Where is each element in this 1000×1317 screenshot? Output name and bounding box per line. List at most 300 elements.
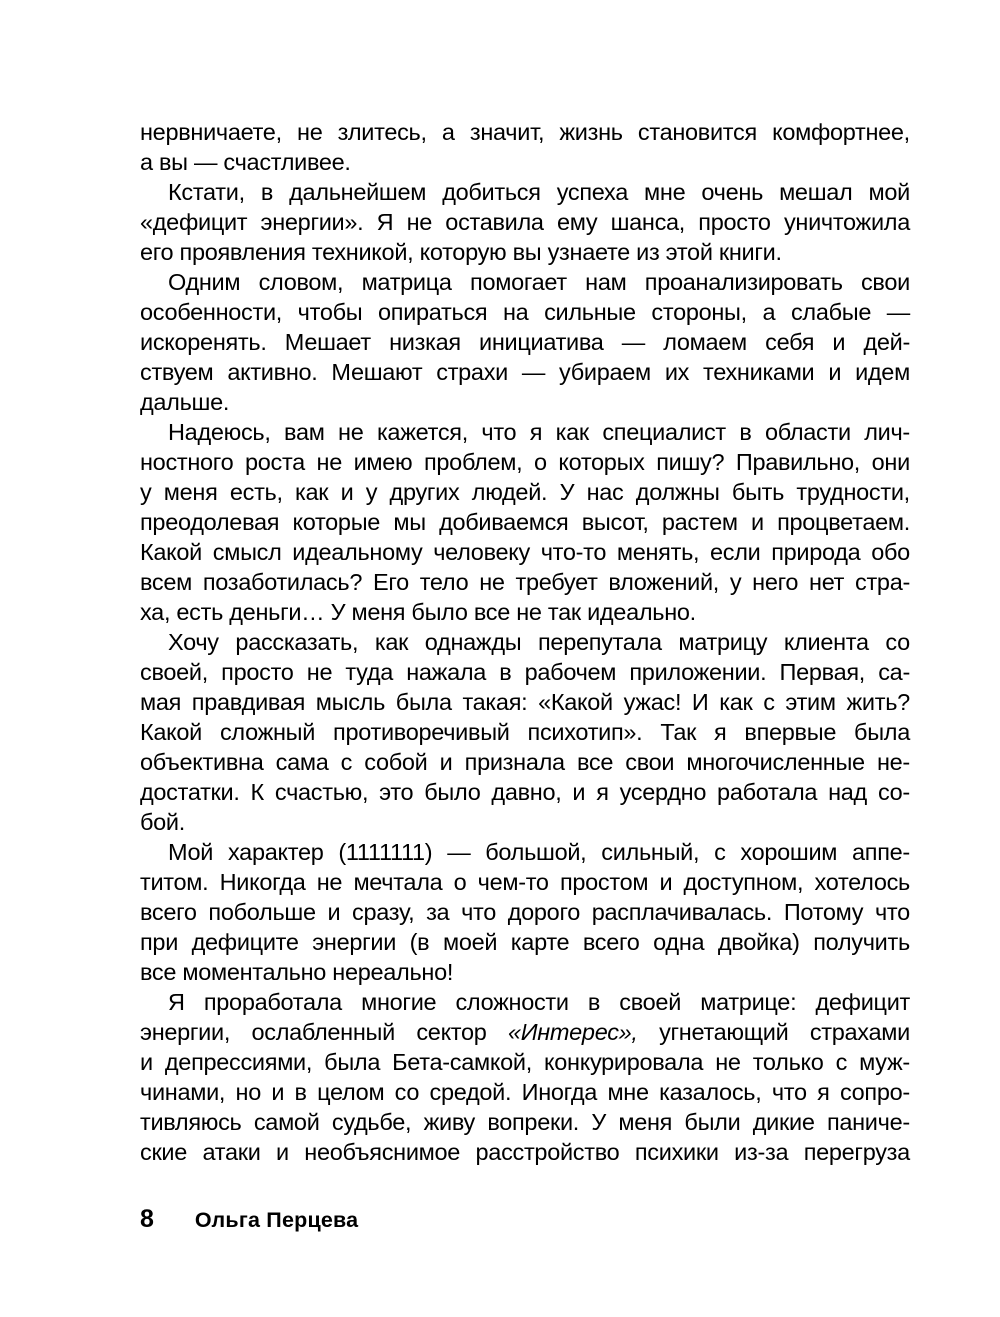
text-run: все моментально нереально! [140,959,454,985]
text-run: мечтала [353,869,443,895]
text-run: дефицит [815,989,910,1015]
text-run: ослабленный [251,1019,395,1045]
text-run: а вы — счастливее. [140,149,351,175]
text-line [140,1077,910,1107]
text-run: дикие [752,1109,815,1135]
text-run: стороны, [651,299,747,325]
text-run: добиваемся [439,509,569,535]
text-run: со [885,629,910,655]
text-run: сложности [455,989,569,1015]
text-run: Правильно, [735,449,861,475]
text-run: идеальному [292,539,423,565]
text-run: Мешает [284,329,371,355]
paragraph [140,267,910,417]
text-run: меня [163,479,218,505]
text-run: инициатива [479,329,604,355]
text-run: бой. [140,809,185,835]
text-run: сопро- [839,1079,910,1105]
text-run: сразу, [352,899,415,925]
text-run: со [394,1079,420,1105]
text-run: менять, [616,539,700,565]
text-run: трудности, [796,479,910,505]
text-run: было [424,779,481,805]
text-run: себя [765,329,815,355]
text-line [140,537,910,567]
text-run: давно, [491,779,562,805]
text-run: Надеюсь, [168,419,271,445]
text-run: всего [582,929,640,955]
text-run: искоренять. [140,329,267,355]
text-line [140,447,910,477]
text-run: его проявления техникой, которую вы узнаете из этой книги. [140,239,782,265]
text-run: — [521,359,546,385]
text-run: низкая [389,329,461,355]
text-run: в [294,1079,307,1105]
text-run: конкурировала [544,1049,704,1075]
text-run: матрице: [700,989,797,1015]
text-run: мая [140,689,182,715]
text-run: в [260,179,274,205]
text-run: угнетающий [659,1019,789,1045]
text-run: пишу? [656,449,725,475]
text-run: тело [419,569,469,595]
text-run: страхи [436,359,508,385]
text-run: меня [618,1109,673,1135]
text-line [140,867,910,897]
text-run: шанса, [610,209,686,235]
text-run: не [406,209,433,235]
text-run: все [576,749,614,775]
text-run: дефиците [191,929,299,955]
text-run: дорого [507,899,580,925]
text-run: двойка) [717,929,800,955]
text-run: с [763,689,775,715]
text-run: собой [364,749,428,775]
text-run: живу [423,1109,475,1135]
text-run: у [140,479,152,505]
text-run: кажется, [376,419,468,445]
text-run: Какой [140,539,203,565]
text-run: и [659,869,673,895]
text-run: проанализировать [644,269,843,295]
text-run: людей. [471,479,548,505]
text-run: свои [860,269,910,295]
text-run: одна [653,929,705,955]
text-run: Его [372,569,409,595]
text-run: уничтожила [783,209,910,235]
text-run: природа [771,539,861,565]
text-line [140,837,910,867]
text-run: Кстати, [168,179,245,205]
text-run: ствуем [140,359,214,385]
text-run: ужас! [623,689,682,715]
text-run: техниками [703,359,815,385]
text-run: расплачивалась. [591,899,773,925]
text-line [140,987,910,1017]
text-run: которых [558,449,645,475]
text-block [140,117,910,1167]
text-run: есть, [229,479,283,505]
text-run: и [439,749,453,775]
text-run: позаботилась? [202,569,363,595]
text-run: моей [442,929,498,955]
text-run: правдивая [191,689,306,715]
text-run: имею [353,449,413,475]
text-run: большой, [485,839,587,865]
text-line [140,777,910,807]
text-run: казалось, [659,1079,762,1105]
text-run: достатки. [140,779,240,805]
text-run: и [832,329,846,355]
text-run: мне [644,179,686,205]
text-line [140,207,910,237]
text-run: сильные [544,299,636,325]
text-run: а [762,299,776,325]
text-run: с [340,749,353,775]
text-run: что [874,899,910,925]
text-run: сложный [219,719,316,745]
text-run: у [729,569,742,595]
text-run: ские [140,1139,188,1165]
text-run: чтобы [297,299,363,325]
text-run: опираться [378,299,488,325]
text-run: очень [701,179,764,205]
text-run: хотелось [814,869,910,895]
text-run: энергии [312,929,397,955]
text-run: Бета-самкой, [392,1049,532,1075]
text-run: сильный, [601,839,700,865]
text-run: и [271,1079,285,1105]
text-run: Одним [168,269,241,295]
text-run: своей [619,989,682,1015]
text-run: однажды [424,629,522,655]
text-run: области [765,419,851,445]
text-run: И [691,689,709,715]
text-run: этим [785,689,836,715]
text-run: рабочем [524,659,617,685]
text-run: са- [878,659,910,685]
text-run: оставила [445,209,544,235]
text-run: ломаем [663,329,747,355]
text-run: что-то [540,539,607,565]
text-run: туда [345,659,394,685]
text-run: слабые [790,299,872,325]
text-run: была [324,1049,381,1075]
text-run: клиента [783,629,869,655]
text-run: нет [809,569,845,595]
text-run: титом. [140,869,209,895]
text-run: как [555,419,589,445]
text-run: я [817,1079,830,1105]
text-run: должны [635,479,720,505]
text-line [140,297,910,327]
text-run: со- [877,779,910,805]
text-run: судьбе, [331,1109,412,1135]
text-run: и [276,1139,289,1165]
text-run: Мешают [331,359,423,385]
text-run: активно. [227,359,318,385]
text-run: целом [317,1079,385,1105]
text-run: сама [275,749,329,775]
text-run: паниче- [826,1109,910,1135]
text-run: ха, есть деньги… У меня было все не так идеально. [140,599,696,625]
text-run: а [441,119,455,145]
text-run: других [389,479,460,505]
text-run: «Какой [538,689,613,715]
text-run: мешал [779,179,853,205]
text-run: убираем [559,359,651,385]
text-run: стра- [855,569,910,595]
text-run: что [461,899,496,925]
text-run: над [828,779,867,805]
text-run: своей, [140,659,208,685]
text-run: лич- [864,419,910,445]
text-run: сектор [416,1019,487,1045]
text-line [140,477,910,507]
text-run: побольше [208,899,316,925]
text-run: перепутала [538,629,662,655]
text-run: «дефицит [140,209,248,235]
text-run: о [453,869,467,895]
text-run: с [714,839,726,865]
text-line [140,1017,910,1047]
text-run: свои [625,749,675,775]
text-line [140,1047,910,1077]
paragraph [140,177,910,267]
text-run: их [664,359,690,385]
text-run: за [426,899,450,925]
text-run: нажала [406,659,487,685]
text-line [140,147,910,177]
text-run: как [719,689,753,715]
text-run: Первая, [779,659,866,685]
text-run: хорошим [740,839,838,865]
text-run: — [621,329,645,355]
text-run: Я [168,989,185,1015]
text-run: характер [228,839,324,865]
text-run: не [316,449,342,475]
text-run: проблем, [423,449,523,475]
text-run: дальнейшем [289,179,427,205]
text-run: о [533,449,547,475]
text-run: (в [409,929,430,955]
text-line [140,657,910,687]
text-run: не [338,419,364,445]
text-run: признала [464,749,565,775]
text-run: идем [855,359,910,385]
text-run: работала [717,779,818,805]
text-run: психики [634,1139,719,1165]
text-run: чем-то [477,869,549,895]
text-line [140,357,910,387]
text-line [140,747,910,777]
text-run: словом, [258,269,344,295]
text-run: — [447,839,471,865]
text-line [140,957,910,987]
text-run: всего [140,899,197,925]
text-run: нас [586,479,624,505]
text-run: «Интерес», [507,1019,638,1045]
text-run: как [295,479,329,505]
text-run: особенности, [140,299,283,325]
text-run: при [140,929,179,955]
text-run: необъяснимое [304,1139,461,1165]
text-line [140,267,910,297]
text-run: Хочу [168,629,219,655]
text-run: из-за [734,1139,789,1165]
text-run: многочисленные [686,749,865,775]
text-run: перегруза [803,1139,910,1165]
text-run: Никогда [219,869,306,895]
text-run: дальше. [140,389,230,415]
text-run: не [715,1049,741,1075]
text-run: как [374,629,409,655]
text-run: доступном, [683,869,804,895]
text-run: расстройство [475,1139,620,1165]
text-run: средой. [429,1079,512,1105]
text-run: что [481,419,517,445]
text-line [140,717,910,747]
text-run: которые [292,509,381,535]
text-run: я [714,719,727,745]
text-run: но [235,1079,261,1105]
text-run: на [502,299,529,325]
text-run: (1111111) [338,839,433,865]
text-run: атаки [202,1139,261,1165]
text-run: всем [140,569,192,595]
text-run: ностного [140,449,234,475]
text-run: добиться [442,179,541,205]
page-number: 8 [140,1205,154,1233]
text-line [140,567,910,597]
text-run: чинами, [140,1079,226,1105]
text-run: Иногда [521,1079,598,1105]
page-footer [140,1205,910,1234]
paragraph [140,627,910,837]
text-line [140,507,910,537]
text-line [140,417,910,447]
text-run: мы [393,509,426,535]
text-run: в [739,419,752,445]
text-run: жить? [846,689,910,715]
text-run: я [596,779,609,805]
text-run: нервничаете, [140,119,282,145]
text-run: высот, [581,509,649,535]
text-run: самой [253,1109,320,1135]
text-run: У [591,1109,606,1135]
text-run: они [871,449,910,475]
text-run: только [752,1049,824,1075]
text-run: муж- [859,1049,910,1075]
text-run: карте [510,929,570,955]
text-run: злитесь, [337,119,427,145]
text-run: я [529,419,543,445]
text-run: специалист [602,419,726,445]
text-line [140,807,910,837]
text-run: комфортнее, [772,119,910,145]
running-author: Ольга Перцева [194,1208,359,1232]
text-run: дей- [863,329,910,355]
text-run: тивляюсь [140,1109,242,1135]
text-run: страхами [809,1019,910,1045]
text-run: роста [244,449,305,475]
text-run: приложении. [629,659,767,685]
text-run: депрессиями, [164,1049,313,1075]
text-run: преодолевая [140,509,280,535]
text-run: и [828,359,842,385]
text-run: энергии». [260,209,364,235]
text-line [140,177,910,207]
text-run: психотип». [527,719,643,745]
text-run: мой [868,179,910,205]
text-run: требует [515,569,598,595]
paragraph [140,987,910,1167]
text-line [140,597,910,627]
text-run: Потому [783,899,864,925]
text-run: мысль [315,689,386,715]
text-run: объективна [140,749,264,775]
text-run: противоречивый [333,719,510,745]
text-line [140,1137,910,1167]
text-run: энергии, [140,1019,231,1045]
text-line [140,627,910,657]
text-line [140,687,910,717]
text-run: и [750,509,764,535]
text-run: успеха [556,179,628,205]
text-line [140,117,910,147]
text-run: не- [876,749,910,775]
text-run: мне [607,1079,649,1105]
text-line [140,387,910,417]
text-run: быть [731,479,785,505]
text-run: не [306,659,333,685]
text-run: К [250,779,264,805]
text-run: усердно [619,779,707,805]
text-run: Мой [168,839,214,865]
text-run: рассказать, [235,629,359,655]
text-run: получить [813,929,910,955]
text-run: в [499,659,512,685]
text-run: были [684,1109,741,1135]
text-line [140,327,910,357]
text-run: впервые [744,719,837,745]
text-run: не [297,119,323,145]
text-run: значит, [469,119,545,145]
paragraph [140,417,910,627]
text-run: смысл [212,539,282,565]
text-run: если [710,539,761,565]
text-run: не [479,569,505,595]
text-run: и [140,1049,153,1075]
text-run: такая: [462,689,528,715]
text-run: многие [361,989,437,1015]
text-run: У [559,479,575,505]
text-run: Я [376,209,394,235]
text-run: помогает [470,269,567,295]
text-run: ему [556,209,598,235]
text-run: и [340,479,354,505]
text-run: не [316,869,343,895]
text-run: просто [698,209,771,235]
text-run: была [395,689,452,715]
text-run: человеку [433,539,530,565]
text-run: что [771,1079,807,1105]
text-run: аппе- [852,839,910,865]
text-run: это [379,779,414,805]
text-run: простом [559,869,649,895]
text-run: вопреки. [487,1109,580,1135]
text-run: матрица [361,269,452,295]
